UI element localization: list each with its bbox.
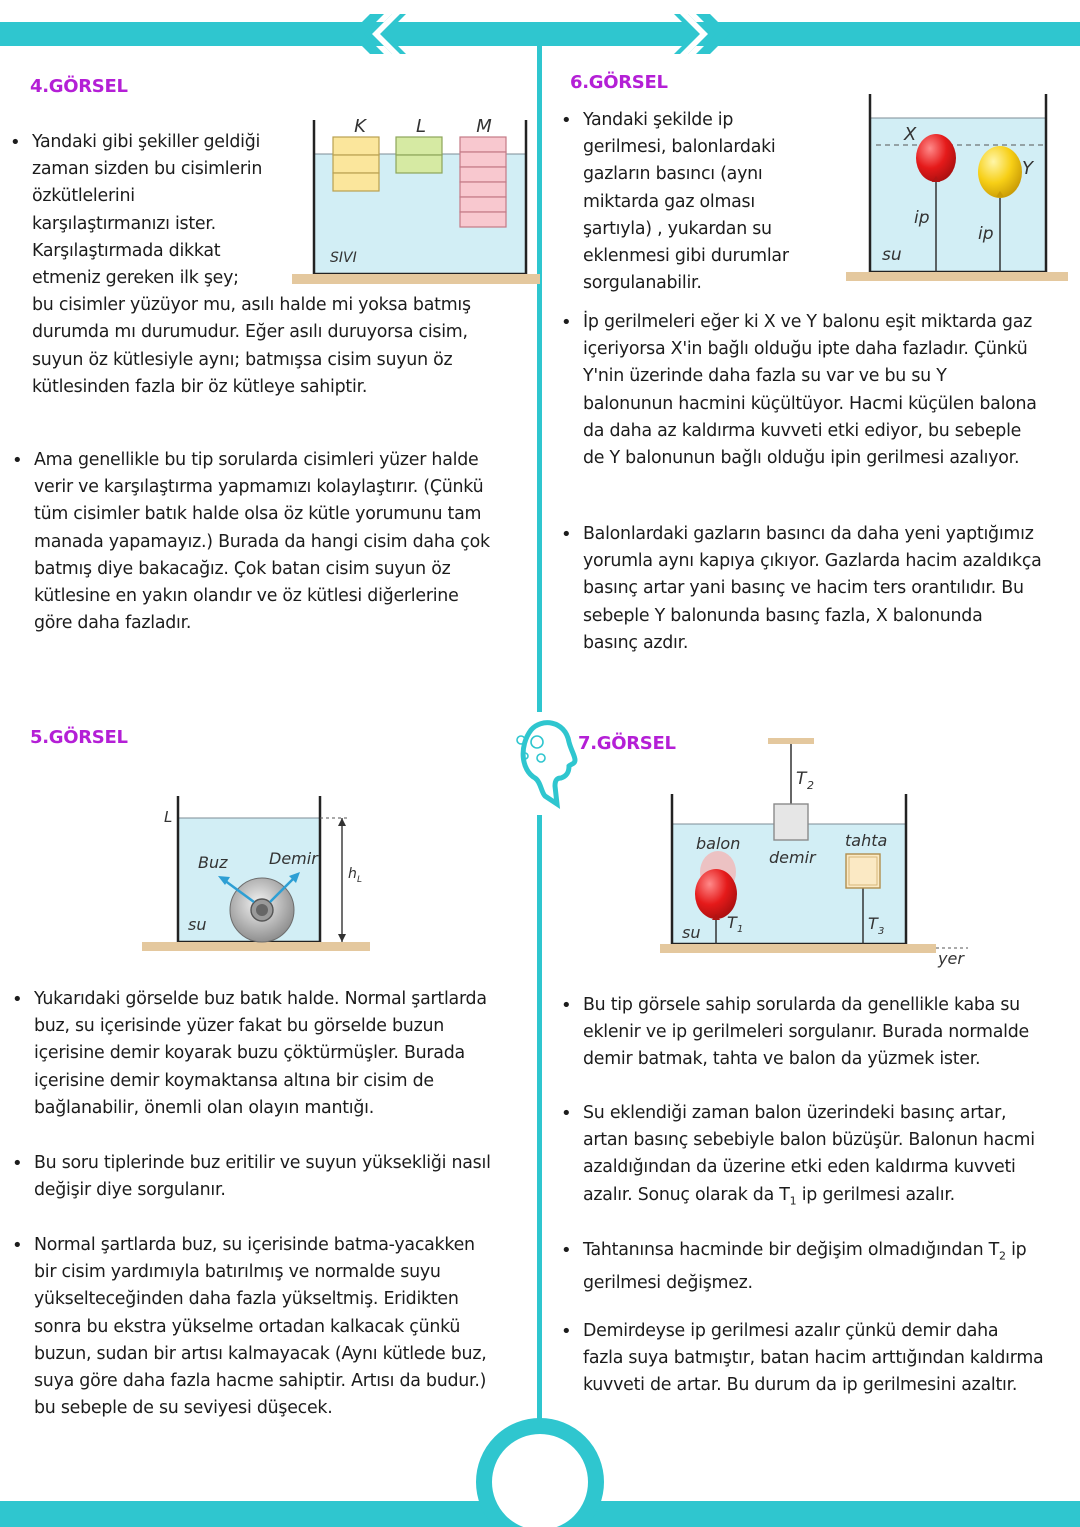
text-line: zaman sizden bu cisimlerin	[32, 159, 263, 180]
section-5-paragraph-3	[12, 1232, 534, 1422]
iron-label: demir	[769, 848, 816, 867]
bullet-icon: •	[12, 450, 23, 471]
center-divider-bottom	[537, 815, 542, 1435]
text-line: balonunun hacmini küçültüyor. Hacmi küçülen balona	[583, 393, 1037, 414]
section-7-paragraph-1	[561, 992, 1073, 1074]
text-line: kütlesine en yakın olandır ve öz kütlesi diğerlerine	[34, 586, 459, 607]
text-line: Karşılaştırmada dikkat	[32, 240, 221, 261]
head-profile-icon	[505, 712, 585, 812]
iron-label: Demir	[269, 849, 318, 868]
text-line: kuvveti de artar. Bu durum da ip gerilmesini azaltır.	[583, 1375, 1018, 1396]
text-line: yorumla aynı kapıya çıkıyor. Gazlarda hacim azaldıkça	[583, 551, 1042, 572]
bottom-circle-ornament	[476, 1418, 604, 1527]
section-7-paragraph-2	[561, 1100, 1073, 1214]
liquid-label: SIVI	[330, 250, 357, 266]
text-line	[583, 1237, 1073, 1270]
text-line: buz, su içerisinde yüzer fakat bu görselde buzun	[34, 1016, 444, 1037]
text-fragment: azalır. Sonuç olarak da T	[583, 1184, 790, 1205]
bullet-icon: •	[561, 312, 572, 333]
text-line: Bu tip görsele sahip sorularda da genellikle kaba su	[583, 995, 1020, 1015]
text-line: sonra bu ekstra yükselme ortadan kalkacak çünkü	[34, 1316, 461, 1337]
section-7-paragraph-3	[561, 1237, 1073, 1297]
text-line	[583, 1182, 1073, 1215]
text-line: basınç azdır.	[583, 632, 689, 653]
bullet-icon: •	[561, 995, 572, 1016]
bullet-icon: •	[10, 132, 21, 153]
rope-y-label: ip	[978, 224, 994, 244]
bullet-icon: •	[12, 1153, 23, 1174]
text-line: eklenmesi gibi durumlar	[583, 246, 789, 267]
text-line: kütlesinden fazla bir öz kütleye sahiptir.	[32, 376, 368, 397]
text-line: verir ve karşılaştırma yapmamızı kolaylaştırır. (Çünkü	[34, 477, 484, 498]
text-line: Ama genellikle bu tip sorularda cisimleri yüzer halde	[34, 450, 479, 470]
text-line: etmeniz gereken ilk şey;	[32, 268, 239, 289]
bullet-icon: •	[561, 1240, 572, 1261]
section-7-title: 7.GÖRSEL	[578, 733, 676, 754]
text-line: Normal şartlarda buz, su içerisinde batma-yacakken	[34, 1235, 475, 1255]
text-line: artan basınç sebebiyle balon büzüşür. Balonun hacmi	[583, 1130, 1035, 1151]
ground-label: yer	[938, 949, 964, 968]
text-line: Bu soru tiplerinde buz eritilir ve suyun yüksekliği nasıl	[34, 1153, 491, 1173]
text-line: karşılaştırmanızı ister.	[32, 213, 216, 234]
bullet-icon: •	[561, 1103, 572, 1124]
water-label: su	[882, 245, 902, 265]
container-label: L	[164, 808, 173, 826]
section-7-paragraph-4	[561, 1318, 1073, 1400]
text-line: Demirdeyse ip gerilmesi azalır çünkü demir daha	[583, 1321, 999, 1341]
bullet-icon: •	[12, 989, 23, 1010]
text-fragment: Tahtanınsa hacminde bir değişim olmadığından T	[583, 1240, 1000, 1260]
text-line: suyun öz kütlesiyle aynı; batmışsa cisim suyun öz	[32, 349, 453, 370]
figure-7-tensions	[656, 732, 972, 976]
text-fragment: ip gerilmesi azalır.	[796, 1184, 955, 1205]
text-line: içerisine demir koymaktansa altına bir cisim de	[34, 1070, 434, 1091]
text-line: miktarda gaz olması	[583, 191, 755, 212]
section-6-title: 6.GÖRSEL	[570, 72, 668, 93]
wood-label: tahta	[845, 831, 888, 850]
text-line: tüm cisimler batık halde olsa öz kütle yorumunu tam	[34, 504, 482, 525]
rope-x-label: ip	[914, 208, 930, 228]
text-line: de Y balonunun bağlı olduğu ipin gerilmesi azalıyor.	[583, 448, 1020, 469]
bullet-icon: •	[12, 1235, 23, 1256]
text-line: basınç artar yani basınç ve hacim ters orantılıdır. Bu	[583, 578, 1024, 599]
figure-5-ice-with-iron	[142, 790, 374, 954]
text-line: azaldığından da üzerine etki eden kaldırma kuvveti	[583, 1157, 1016, 1178]
text-line: buzun, sudan bir artısı kalmayacak (Aynı kütlede buz,	[34, 1343, 487, 1364]
text-line: gerilmesi değişmez.	[583, 1272, 753, 1293]
text-line: gerilmesi, balonlardaki	[583, 137, 776, 158]
text-line: bağlanabilir, önemli olan olayın mantığı.	[34, 1097, 375, 1118]
text-line: içeriyorsa X'in bağlı olduğu ipte daha fazladır. Çünkü	[583, 339, 1028, 360]
section-6-paragraph-2	[561, 309, 1073, 472]
section-5-paragraph-1	[12, 986, 534, 1122]
text-line: Y'nin üzerinde daha fazla su var ve bu su Y	[583, 366, 947, 387]
balloon-y-label: Y	[1022, 158, 1033, 179]
balloon-x-label: X	[904, 124, 917, 145]
subscript: 2	[999, 1249, 1006, 1263]
section-6-paragraph-3	[561, 521, 1073, 657]
block-k-label: K	[354, 116, 366, 137]
section-5-title: 5.GÖRSEL	[30, 727, 128, 748]
t3-subscript: 3	[878, 926, 885, 937]
text-line: sorgulanabilir.	[583, 273, 702, 294]
ice-label: Buz	[198, 853, 228, 872]
water-label: su	[682, 923, 701, 942]
t3-label: T	[868, 914, 878, 933]
text-line: İp gerilmeleri eğer ki X ve Y balonu eşit miktarda gaz	[583, 312, 1032, 332]
height-subscript: L	[357, 875, 363, 885]
text-line: bu cisimler yüzüyor mu, asılı halde mi yoksa batmış	[32, 295, 471, 316]
text-line: manada yapamayız.) Burada da hangi cisim daha çok	[34, 531, 490, 552]
text-line: da daha az kaldırma kuvveti etki ediyor, bu sebeple	[583, 420, 1022, 441]
block-l-label: L	[415, 116, 427, 137]
text-line: bu sebeple de su seviyesi düşecek.	[34, 1398, 333, 1419]
text-line: göre daha fazladır.	[34, 613, 192, 634]
text-line: Balonlardaki gazların basıncı da daha yeni yaptığımız	[583, 524, 1034, 544]
t1-subscript: 1	[737, 924, 744, 935]
bullet-icon: •	[561, 524, 572, 545]
text-line: demir batmak, tahta ve balon da yüzmek ister.	[583, 1049, 981, 1070]
text-line: Yandaki şekilde ip	[583, 110, 734, 130]
figure-6-balloons-in-water	[846, 90, 1068, 284]
balloon-label: balon	[696, 834, 741, 853]
text-line: fazla suya batmıştır, batan hacim arttığından kaldırma	[583, 1348, 1044, 1369]
text-line: Yandaki gibi şekiller geldiği	[32, 132, 261, 152]
text-line: gazların basıncı (aynı	[583, 164, 763, 185]
text-line: Su eklendiği zaman balon üzerindeki basınç artar,	[583, 1103, 1007, 1123]
text-line: batmış diye bakacağız. Çok batan cisim suyun öz	[34, 558, 451, 579]
text-line: eklenir ve ip gerilmeleri sorgulanır. Burada normalde	[583, 1022, 1029, 1043]
section-4-title: 4.GÖRSEL	[30, 76, 128, 97]
text-fragment: ip	[1005, 1240, 1027, 1260]
bullet-icon: •	[561, 110, 572, 131]
water-label: su	[188, 915, 207, 934]
text-line: değişir diye sorgulanır.	[34, 1180, 226, 1201]
text-line: Yukarıdaki görselde buz batık halde. Normal şartlarda	[34, 989, 487, 1009]
subscript: 1	[789, 1194, 797, 1208]
text-line: içerisine demir koyarak buzu çöktürmüşler. Burada	[34, 1043, 465, 1064]
section-4-paragraph-1	[10, 129, 532, 401]
text-line: yükselteceğinden daha fazla yükseltmiş. Eridikten	[34, 1289, 459, 1310]
height-label: h	[348, 866, 357, 882]
text-line: bir cisim yardımıyla batırılmış ve normalde suyu	[34, 1262, 441, 1283]
text-line: durumda mı durumudur. Eğer asılı duruyorsa cisim,	[32, 322, 468, 343]
section-5-paragraph-2	[12, 1150, 534, 1204]
text-line: sebeple Y balonunda basınç fazla, X balonunda	[583, 605, 983, 626]
text-line: özkütlelerini	[32, 186, 135, 207]
section-4-paragraph-2	[12, 447, 534, 637]
t1-label: T	[727, 913, 737, 932]
t2-subscript: 2	[807, 779, 814, 792]
block-m-label: M	[476, 116, 492, 137]
text-line: şartıyla) , yukardan su	[583, 218, 772, 239]
text-line: suya göre daha fazla hacme sahiptir. Artısı da budur.)	[34, 1371, 487, 1392]
t2-label: T	[796, 769, 807, 789]
bullet-icon: •	[561, 1321, 572, 1342]
section-6-paragraph-1	[561, 107, 863, 297]
